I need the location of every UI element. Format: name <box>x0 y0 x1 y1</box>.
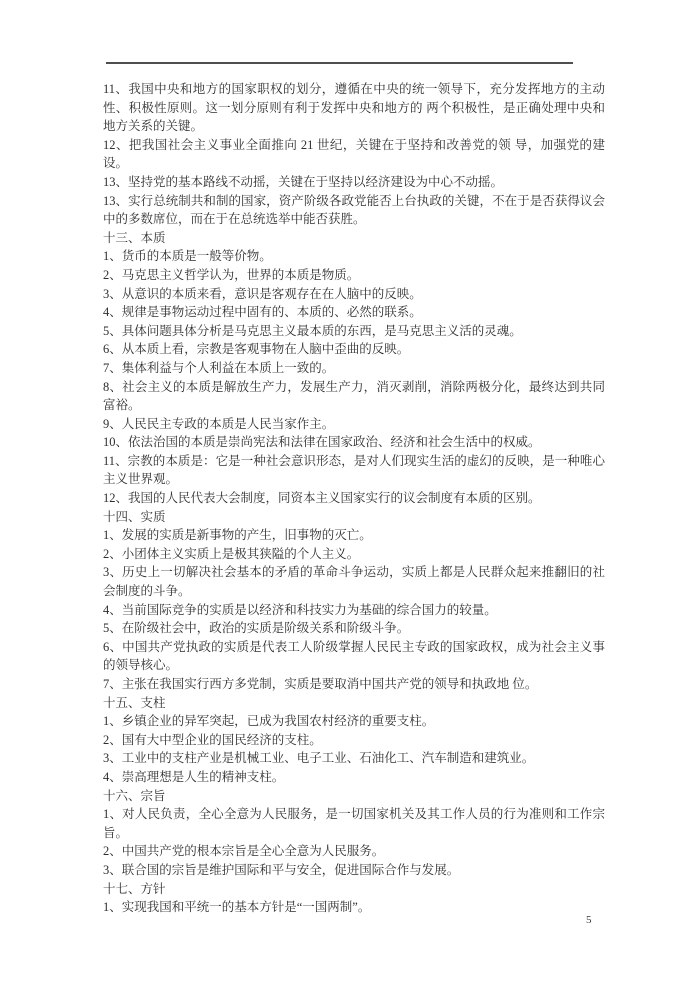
numbered-item: 6、中国共产党执政的实质是代表工人阶级掌握人民民主专政的国家政权，成为社会主义事的领导核心。 <box>103 639 605 673</box>
numbered-item: 2、马克思主义哲学认为，世界的本质是物质。 <box>103 267 360 282</box>
numbered-item: 11、宗教的本质是：它是一种社会意识形态，是对人们现实生活的虚幻的反映，是一种唯心主义世界观。 <box>103 453 605 487</box>
section-heading: 十三、本质 <box>103 230 166 245</box>
numbered-item: 7、主张在我国实行西方多党制，实质是要取消中国共产党的领导和执政地 位。 <box>103 677 538 691</box>
page-number: 5 <box>586 914 592 926</box>
header-rule <box>106 62 573 64</box>
numbered-item: 3、联合国的宗旨是维护国际和平与安全，促进国际合作与发展。 <box>103 862 460 877</box>
numbered-item: 11、我国中央和地方的国家职权的划分，遵循在中央的统一领导下，充分发挥地方的主动性、积极性原则。这一划分原则有利于发挥中央和地方的 两个积极性，是正确处理中央和地方关系的关键。 <box>103 82 605 134</box>
numbered-item: 2、中国共产党的根本宗旨是全心全意为人民服务。 <box>103 844 385 859</box>
numbered-item: 13、实行总统制共和制的国家，资产阶级各政党能否上台执政的关键，不在于是否获得议会中的多数席位，而在于在总统选举中能否获胜。 <box>103 193 605 227</box>
section-heading: 十六、宗旨 <box>103 788 166 803</box>
numbered-item: 4、当前国际竞争的实质是以经济和科技实力为基础的综合国力的较量。 <box>103 602 497 617</box>
numbered-item: 4、崇高理想是人生的精神支柱。 <box>103 769 285 784</box>
numbered-item: 5、具体问题具体分析是马克思主义最本质的东西，是马克思主义活的灵魂。 <box>103 323 522 338</box>
section-heading: 十四、实质 <box>103 509 166 524</box>
section-heading: 十五、支柱 <box>103 695 166 710</box>
numbered-item: 1、乡镇企业的异军突起，已成为我国农村经济的重要支柱。 <box>103 714 435 729</box>
numbered-item: 1、实现我国和平统一的基本方针是“一国两制”。 <box>103 900 371 915</box>
numbered-item: 3、历史上一切解决社会基本的矛盾的革命斗争运动，实质上都是人民群众起来推翻旧的社会制度的斗争。 <box>103 565 605 599</box>
numbered-item: 1、对人民负责，全心全意为人民服务，是一切国家机关及其工作人员的行为准则和工作宗旨。 <box>103 807 605 840</box>
numbered-item: 5、在阶级社会中，政治的实质是阶级关系和阶级斗争。 <box>103 621 410 636</box>
document-body <box>103 80 605 917</box>
numbered-item: 1、发展的实质是新事物的产生，旧事物的灭亡。 <box>103 528 372 543</box>
numbered-item: 2、小团体主义实质上是极其狭隘的个人主义。 <box>103 546 360 561</box>
numbered-item: 13、坚持党的基本路线不动摇，关键在于坚持以经济建设为中心不动摇。 <box>103 174 504 189</box>
numbered-item: 7、集体利益与个人利益在本质上一致的。 <box>103 360 335 375</box>
numbered-item: 2、国有大中型企业的国民经济的支柱。 <box>103 732 322 747</box>
numbered-item: 9、人民民主专政的本质是人民当家作主。 <box>103 416 335 431</box>
numbered-item: 12、把我国社会主义事业全面推向 21 世纪，关键在于坚持和改善党的领 导，加强党的建设。 <box>103 137 605 171</box>
numbered-item: 4、规律是事物运动过程中固有的、本质的、必然的联系。 <box>103 305 422 320</box>
numbered-item: 3、工业中的支柱产业是机械工业、电子工业、石油化工、汽车制造和建筑业。 <box>103 751 535 766</box>
section-heading: 十七、方针 <box>103 881 166 896</box>
numbered-item: 8、社会主义的本质是解放生产力，发展生产力，消灭剥削，消除两极分化，最终达到共同富裕。 <box>103 379 605 413</box>
numbered-item: 1、货币的本质是一般等价物。 <box>103 249 272 264</box>
numbered-item: 10、依法治国的本质是崇尚宪法和法律在国家政治、经济和社会生活中的权威。 <box>103 435 541 450</box>
numbered-item: 6、从本质上看，宗教是客观事物在人脑中歪曲的反映。 <box>103 342 410 357</box>
numbered-item: 3、从意识的本质来看，意识是客观存在在人脑中的反映。 <box>103 286 422 301</box>
numbered-item: 12、我国的人民代表大会制度，同资本主义国家实行的议会制度有本质的区别。 <box>103 491 541 506</box>
